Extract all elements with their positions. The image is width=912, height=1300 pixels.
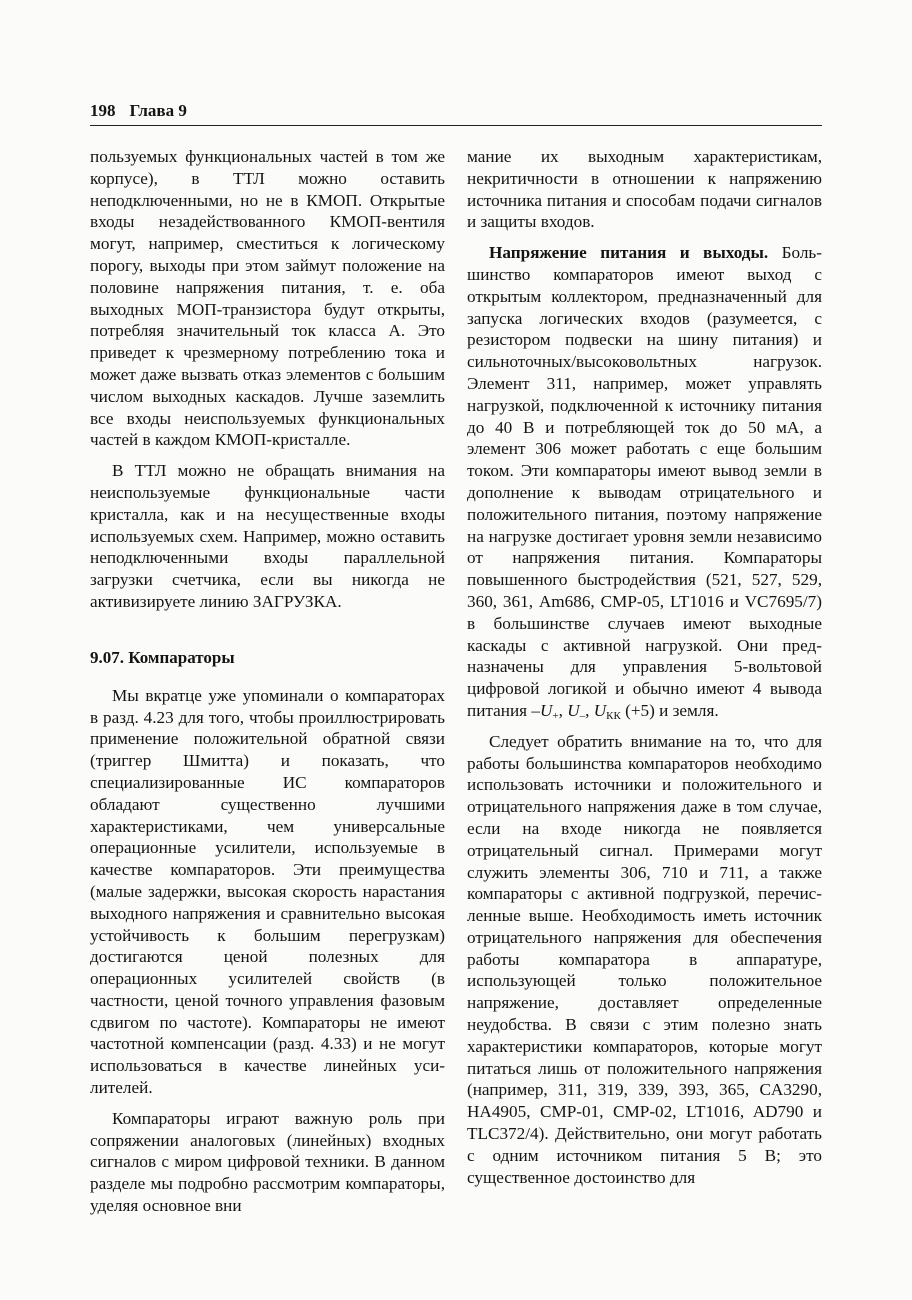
paragraph-continuation-right: мание их выходным характеристикам, некритичности в отношении к напряжению источника питания и способам подачи сигналов и защиты входов.	[467, 147, 822, 232]
subscript-minus: –	[579, 709, 586, 722]
running-head	[90, 99, 822, 126]
supply-outputs-tail: (+5) и земля.	[620, 700, 719, 720]
supply-outputs-text: Большинство компараторов имеют выход с открытым коллектором, предназначенный для запуска логических входов (разумеется, с резистором подвески на шину питания) и сильноточных/высоковольтных нагрузок. Элемент 311, например, может управлять нагрузкой, подключенной к источнику питания до 40 В и потребляющей ток до 50 мА, а элемент 306 может работать с еще большим током. Эти компараторы имеют вывод земли в дополнение к выводам отрицательного и положительного питания, поэтому напряжение на нагрузке достигает уровня земли независимо от напряжения питания. Компараторы повышенного быстродействия (521, 527, 529, 360, 361, Am686, CMP-05, LT1016 и VC7695/7) в большинстве случаев имеют выходные каскады с активной нагрузкой. Они предназначены для управления 5-вольтовой цифровой логикой и обычно имеют 4 вывода питания –	[467, 243, 822, 720]
subscript-kk: КК	[606, 709, 621, 722]
paragraph-negative-supply: Следует обратить внимание на то, что для работы большинства компараторов необходимо использовать источники и положительного и отрицательного напряжения даже в том случае, если на входе никогда не появляется отрицательный сигнал. Примерами могут служить элементы 306, 710 и 711, а также компараторы с активной подгрузкой, перечисленные выше. Необходимость иметь источник отрицательного напряжения для обеспечения работы компаратора в аппаратуре, использующей только положительное напряжение, доставляет определенные неудобства. В связи с этим полезно знать характеристики компараторов, которые могут питаться лишь от положительного напряжения (например, 311, 319, 339, 393, 365, CA3290, HA4905, CMP-01, CMP-02, LT1016, AD790 и TLC372/4). Действительно, они могут работать с одним источником питания 5 В; это существенное достоинство для	[467, 731, 822, 1187]
subscript-plus: +	[552, 709, 559, 722]
runin-heading: Напряжение питания и выходы.	[489, 243, 769, 263]
paragraph-continuation: пользуемых функциональных частей в том же корпусе), в ТТЛ можно оставить неподключенными, но не в КМОП. Открытые входы незадействованного КМОП-вентиля могут, например, сместиться к логическому порогу, выходы при этом займут положение на половине напряжения питания, т. е. оба выходных МОП-транзистора будут открыты, потребляя значительный ток класса А. Это приведет к чрезмерному потреблению тока и может даже вызвать отказ элементов с большим числом выходных каскадов. Лучше заземлить все входы неиспользуемых функциональных частей в каждом КМОП-кристалле.	[90, 147, 445, 450]
paragraph-comparators-intro: Мы вкратце уже упоминали о компараторах в разд. 4.23 для того, чтобы проиллюстрировать применение положительной обратной связи (триггер Шмитта) и показать, что специализированные ИС компараторов обладают существенно лучшими характеристиками, чем универсальные операционные усилители, используемые в качестве компараторов. Эти преимущества (малые задержки, высокая скорость нарастания выходного напряжения и сравнительно высокая устойчивость к большим перегрузкам) достигаются ценой полезных для операционных усилителей свойств (в частности, ценой точного управления фазовым сдвигом по частоте). Компараторы не имеют частотной компенсации (разд. 4.33) и не могут использоваться в качестве линейных усилителей.	[90, 685, 445, 1098]
symbol-u-minus: U	[567, 700, 580, 720]
section-heading: 9.07. Компараторы	[90, 647, 235, 667]
paragraph-supply-outputs	[467, 242, 822, 722]
paragraph-ttl-unused: В ТТЛ можно не обращать внимания на неиспользуемые функциональные части кристалла, как и на несущественные входы используемых схем. Например, можно оставить неподключенными входы параллельной загрузки счетчика, если вы никогда не активизируете линию ЗАГРУЗКА.	[90, 461, 445, 611]
separator-2: ,	[585, 700, 594, 720]
symbol-u-plus: U	[539, 700, 553, 720]
chapter-title: Глава 9	[129, 101, 187, 120]
paragraph-comparators-role: Компараторы играют важную роль при сопряжении аналоговых (линейных) входных сигналов с миром цифровой техники. В данном разделе мы подробно рассмотрим компараторы, уделяя основное вни	[90, 1108, 445, 1216]
separator-1: ,	[558, 700, 568, 720]
page-number: 198	[90, 101, 116, 120]
left-column	[90, 146, 445, 1217]
symbol-u-kk: U	[593, 700, 607, 720]
right-column	[467, 146, 822, 1188]
